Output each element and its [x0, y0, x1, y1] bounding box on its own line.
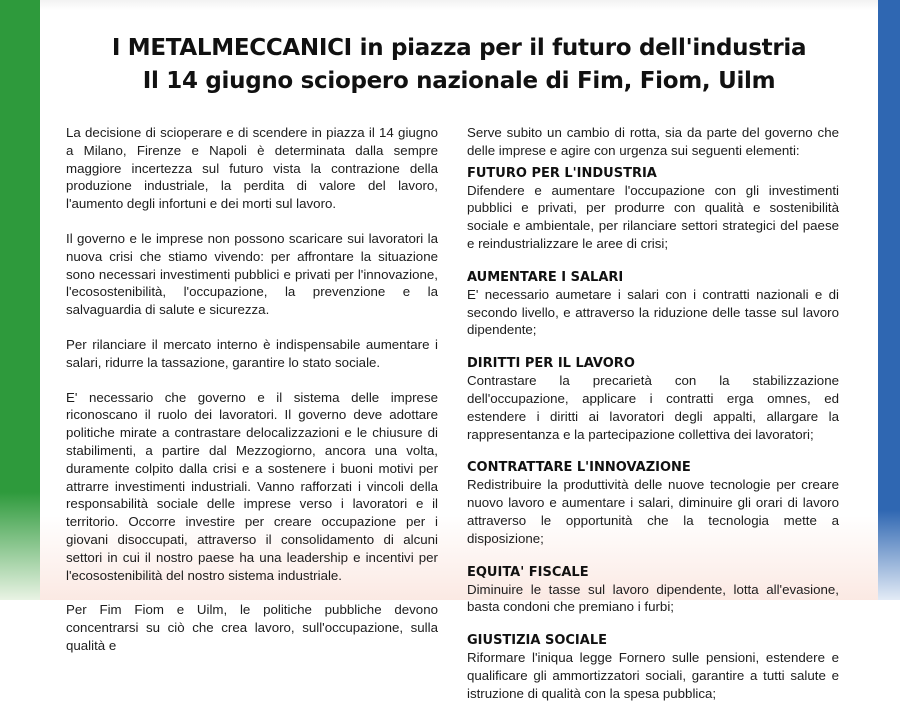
section-body: Difendere e aumentare l'occupazione con gli investimenti pubblici e privati, per produrre con qualità e sostenibilità sociale e ambientale, per rilanciare settori strategici del paese e reindustrializzare le aree di crisi;	[467, 182, 839, 251]
paragraph: Per rilanciare il mercato interno è indispensabile aumentare i salari, ridurre la tassazione, garantire lo stato sociale.	[66, 336, 438, 370]
right-text-column	[467, 124, 839, 720]
paragraph: La decisione di scioperare e di scendere in piazza il 14 giugno a Milano, Firenze e Napoli è determinata dalla sempre maggiore incertezza sul futuro vista la contrazione della produzione industriale, la perdita di valore del lavoro, l'aumento degli infortuni e dei morti sul lavoro.	[66, 125, 438, 212]
top-edge-strip	[40, 0, 878, 10]
section-body: Contrastare la precarietà con la stabilizzazione dell'occupazione, applicare i contratti erga omnes, ed estendere i diritti ai lavoratori degli appalti, allargare la rappresentanza e la partecipazione collettiva dei lavoratori;	[467, 373, 839, 442]
section-title: EQUITA' FISCALE	[467, 564, 589, 580]
section-title: FUTURO PER L'INDUSTRIA	[467, 165, 657, 181]
section-title: GIUSTIZIA SOCIALE	[467, 633, 607, 649]
section-title: CONTRATTARE L'INNOVAZIONE	[467, 460, 691, 476]
headline-line-2: Il 14 giugno sciopero nazionale di Fim, Fiom, Uilm	[142, 68, 776, 94]
paragraph: Il governo e le imprese non possono scaricare sui lavoratori la nuova crisi che stiamo vivendo: per affrontare la situazione sono necessari investimenti pubblici e privati per l'innovazione, l'ecosostenibilità, l'occupazione, la prevenzione e la salvaguardia di salute e sicurezza.	[66, 230, 438, 318]
right-column-intro: Serve subito un cambio di rotta, sia da parte del governo che delle imprese e agire con urgenza sui seguenti elementi:	[467, 125, 839, 158]
paragraph: E' necessario che governo e il sistema delle imprese riconoscano il ruolo dei lavoratori. Il governo deve adottare politiche mirate a contrastare delocalizzazioni e le chiusure di stabilimenti, a partire dal Mezzogiorno, ancora una volta, duramente colpito dalla crisi e a sostenere i buoni motivi per attrarre investimenti industriali. Vanno rafforzati i vincoli della responsabilità sociale delle imprese verso i lavoratori e il territorio. Occorre investire per creare occupazione per i giovani disoccupati, attraverso il consolidamento di alcuni settori in cui il nostro paese ha una leadership e incentivi per l'ecosostenibilità del nostro sistema industriale.	[66, 389, 438, 583]
green-border-band	[0, 0, 40, 600]
section-title: AUMENTARE I SALARI	[467, 269, 624, 285]
blue-border-band	[878, 0, 900, 600]
section-title: DIRITTI PER IL LAVORO	[467, 356, 635, 372]
section-body: Riformare l'iniqua legge Fornero sulle pensioni, estendere e qualificare gli ammortizzatori sociali, garantire a tutti salute e istruzione di qualità con la spesa pubblica;	[467, 650, 839, 701]
section-body: Redistribuire la produttività delle nuove tecnologie per creare nuovo lavoro e aumentare i salari, diminuire gli orari di lavoro attraverso le opportunità che la tecnologia mette a disposizione;	[467, 477, 839, 546]
section-body: E' necessario aumetare i salari con i contratti nazionali e di secondo livello, e attraverso la riduzione delle tasse sul lavoro dipendente;	[467, 286, 839, 338]
headline-line-1: I METALMECCANICI in piazza per il futuro dell'industria	[111, 35, 807, 61]
left-text-column	[66, 124, 438, 672]
flyer-headline	[40, 32, 878, 98]
section-body: Diminuire le tasse sul lavoro dipendente, lotta all'evasione, basta condoni che premiano i furbi;	[467, 581, 839, 615]
paragraph: Per Fim Fiom e Uilm, le politiche pubbliche devono concentrarsi su ciò che crea lavoro, sull'occupazione, sulla qualità e	[66, 602, 438, 653]
